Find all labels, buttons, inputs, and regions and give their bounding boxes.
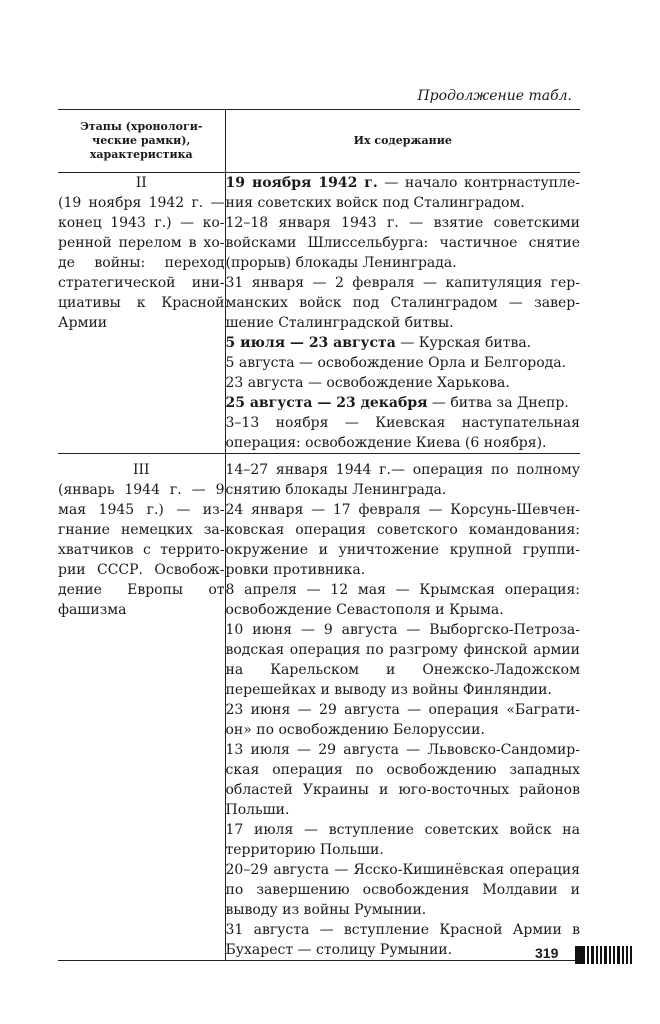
event-text: 23 августа — освобождение Харькова. [225,375,510,391]
event-entry [226,700,581,740]
event-text: 17 июля — вступление советских войск на территорию Польши. [225,822,580,858]
marker-stripe [609,946,611,964]
marker-stripe [613,946,615,964]
page-number: 319 [535,945,559,961]
event-entry [226,353,581,373]
table-row [58,454,580,961]
event-entry [226,580,581,620]
continued-label: Продолжение табл. [417,88,572,104]
event-text: 31 августа — вступление Красной Армии в Бухарест — столицу Румынии. [225,922,580,958]
event-entry [226,173,581,213]
content-cell [225,454,580,961]
event-entry [226,920,581,960]
content-cell [225,173,580,454]
stage-number: III [132,462,150,478]
event-text: 24 января — 17 февраля — Корсунь-Шевченковская операция советского командования: окружение и уничтожение крупной группировки противника. [225,502,580,578]
events-table [58,109,580,961]
page-edge-marker [575,946,655,964]
event-entry [226,333,581,353]
event-text: 3–13 ноября — Киевская наступательная операция: освобождение Киева (6 ноября). [225,415,580,451]
event-entry [226,620,581,700]
header-row [58,110,580,173]
event-text: 12–18 января 1943 г. — взятие советскими войсками Шлиссельбурга: частичное снятие (прорыв) блокады Ленинграда. [225,215,580,271]
event-entry [226,273,581,333]
event-text: 10 июня — 9 августа — Выборгско-Петрозаводская операция по разгрому финской армии на Карельском и Онежско-Ладожском перешейках и выводу из войны Финляндии. [225,622,580,698]
event-text: — Курская битва. [395,335,532,351]
table-row [58,173,580,454]
marker-stripe [604,946,607,964]
event-text: 14–27 января 1944 г.— операция по полному снятию блокады Ленинграда. [225,462,580,498]
header-stages: Этапы (хронологи- ческие рамки), характеристика [58,110,225,173]
marker-stripe [587,946,589,964]
marker-stripe [622,946,624,964]
marker-stripe [626,946,628,964]
event-entry [226,740,581,820]
marker-stripe [617,946,620,964]
event-entry [226,373,581,393]
event-text: 31 января — 2 февраля — капитуляция германских войск под Сталинградом — завершение Сталинградской битвы. [225,275,580,331]
event-entry [226,460,581,500]
event-entry [226,820,581,860]
marker-stripe [575,946,585,964]
stage-cell [58,454,225,961]
event-date-bold: 25 августа — 23 декабря [225,395,428,411]
event-text: 5 августа — освобождение Орла и Белгорода. [225,355,567,371]
event-date-bold: 19 ноября 1942 г. [225,175,378,191]
event-text: — начало контрнаступления советских войск под Сталинградом. [225,175,580,211]
marker-stripe [600,946,602,964]
event-text: 8 апреля — 12 мая — Крымская операция: освобождение Севастополя и Крыма. [225,582,580,618]
event-text: 23 июня — 29 августа — операция «Багратион» по освобождению Белоруссии. [225,702,580,738]
event-entry [226,393,581,413]
event-text: 13 июля — 29 августа — Львовско-Сандомирская операция по освобождению западных областей Украины и юго-восточных районов Польши. [225,742,580,818]
event-entry [226,500,581,580]
event-date-bold: 5 июля — 23 августа [225,335,396,351]
marker-stripe [630,946,632,964]
stage-description: (январь 1944 г. — 9 мая 1945 г.) — изгнание немецких захватчиков с территории СССР. Освобождение Европы от фашизма [58,482,225,618]
event-entry [226,213,581,273]
marker-stripe [596,946,598,964]
stage-description: (19 ноября 1942 г. — конец 1943 г.) — коренной перелом в ходе войны: переход стратегической инициативы к Красной Армии [58,195,225,331]
header-content: Их содержание [225,110,580,173]
stage-cell [58,173,225,454]
event-entry [226,413,581,453]
marker-stripe [591,946,594,964]
event-text: 20–29 августа — Ясско-Кишинёвская операция по завершению освобождения Молдавии и выводу из войны Румынии. [225,862,580,918]
event-text: — битва за Днепр. [427,395,569,411]
stage-number: II [135,175,147,191]
event-entry [226,860,581,920]
